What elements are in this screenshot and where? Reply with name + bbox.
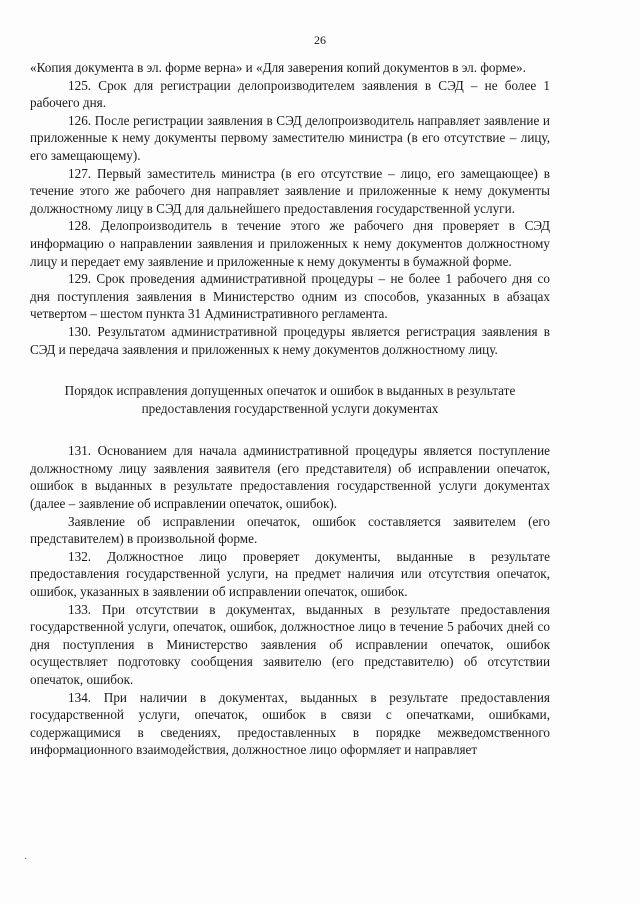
paragraph-126: 126. После регистрации заявления в СЭД делопроизводитель направляет заявление и приложенные к нему документы первому заместителю министра (в его отсутствие – лицу, его замещающему).	[30, 112, 550, 163]
section-heading-line-1: Порядок исправления допущенных опечаток и ошибок в выданных в результате	[64, 383, 516, 399]
paragraph-125: 125. Срок для регистрации делопроизводителем заявления в СЭД – не более 1 рабочего дня.	[30, 77, 550, 111]
paragraph-131: 131. Основанием для начала административной процедуры является поступление должностному лицу заявления заявителя (его представителя) об исправлении опечаток, ошибок в выданных в результате предоставления государственной услуги документах (далее – заявление об исправлении опечаток, ошибок).	[30, 443, 550, 512]
paragraph-127: 127. Первый заместитель министра (в его отсутствие – лицо, его замещающее) в течение этого же рабочего дня направляет заявление и приложенные к нему документы должностному лицу в СЭД для дальнейшего предоставления государственной услуги.	[30, 165, 550, 216]
document-body	[30, 59, 550, 759]
paragraph-132: 132. Должностное лицо проверяет документы, выданные в результате предоставления государственной услуги, на предмет наличия или отсутствия опечаток, ошибок, указанных в заявлении об исправлении опечаток, ошибок.	[30, 548, 550, 600]
paragraph-129: 129. Срок проведения административной процедуры – не более 1 рабочего дня со дня поступления заявления в Министерство одним из способов, указанных в абзацах четвертом – шестом пункта 31 Административного регламента.	[30, 271, 550, 322]
paragraph-130: 130. Результатом административной процедуры является регистрация заявления в СЭД и передача заявления и приложенных к нему документов должностному лицу.	[30, 323, 550, 357]
paragraph-128: 128. Делопроизводитель в течение этого же рабочего дня проверяет в СЭД информацию о направлении заявления и приложенных к нему документов должностному лицу и передает ему заявление и приложенные к нему документы в бумажной форме.	[30, 218, 550, 269]
paragraph-continuation: «Копия документа в эл. форме верна» и «Для заверения копий документов в эл. форме».	[30, 60, 526, 75]
section-heading-line-2: предоставления государственной услуги документах	[141, 400, 439, 416]
scan-artifact-mark: ·	[24, 854, 28, 865]
paragraph-133: 133. При отсутствии в документах, выданных в результате предоставления государственной услуги, опечаток, ошибок, должностное лицо в течение 5 рабочих дней со дня поступления в Министерство заявления об исправлении опечаток, ошибок осуществляет подготовку сообщения заявителю (его представителю) об отсутствии опечаток, ошибок.	[30, 601, 550, 687]
page-number: 26	[314, 33, 326, 47]
section-heading	[30, 382, 550, 417]
paragraph-131-note: Заявление об исправлении опечаток, ошибок составляется заявителем (его представителем) в произвольной форме.	[30, 513, 550, 547]
paragraph-134: 134. При наличии в документах, выданных в результате предоставления государственной услуги, опечаток, ошибок в связи с опечатками, ошибками, содержащимися в сведениях, предоставленных в порядке межведомственного информационного взаимодействия, должностное лицо оформляет и направляет	[30, 689, 550, 758]
